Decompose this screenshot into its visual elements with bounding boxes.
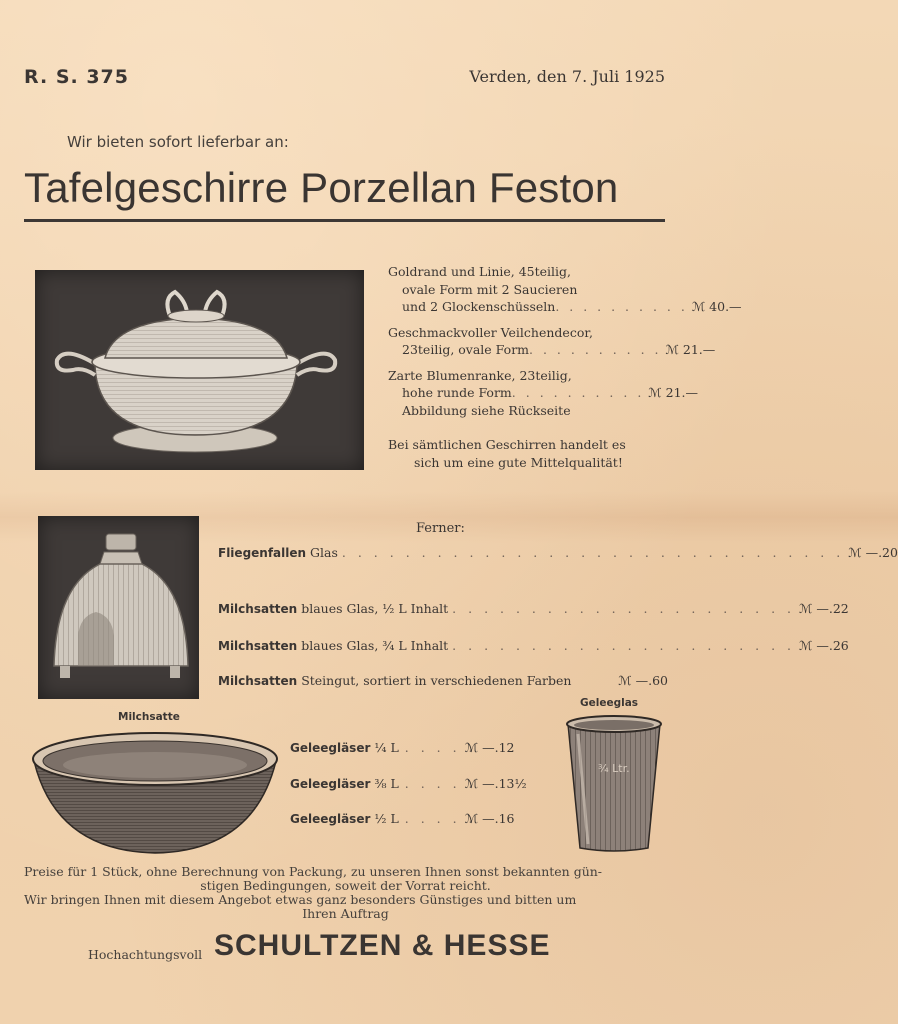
product-row [218,545,898,560]
product-desc: blaues Glas, ½ L Inhalt [301,601,449,616]
product-price: ℳ —.20 [848,545,898,560]
product-desc: Steingut, sortiert in verschiedenen Farben [301,673,572,688]
glass-size: ¼ L [374,740,399,755]
offer-goldrand [388,263,742,316]
offer-price-line [388,298,742,316]
offer-line: und 2 Glockenschüsseln [402,299,556,314]
offer-line: 23teilig, ovale Form [402,342,530,357]
glass-size: ⅜ L [374,776,399,791]
note-line: Bei sämtlichen Geschirren handelt es [388,437,626,452]
title-underline [24,219,665,222]
terms-line: Wir bringen Ihnen mit diesem Angebot etwas ganz besonders Günstiges und bitten um [24,892,577,907]
offer-price: ℳ 21.— [665,342,716,357]
product-desc: blaues Glas, ¾ L Inhalt [301,638,449,653]
offer-line: Geschmackvoller Veilchendecor, [388,324,593,340]
offer-line: Zarte Blumenranke, 23teilig, [388,367,572,383]
tureen-illustration [35,270,364,470]
product-price: ℳ —.60 [618,673,668,688]
glass-size: ½ L [374,811,399,826]
product-row [218,673,668,688]
terms-line: Preise für 1 Stück, ohne Berechnung von Packung, zu unseren Ihnen sonst bekannten gün- [24,864,603,879]
terms-line: stigen Bedingungen, soweit der Vorrat reicht. [200,878,491,893]
leader-dots: . . . . . . . . . . . . . . . . . . . . . . [452,638,796,653]
jelly-glass-row [290,740,550,755]
product-name: Fliegenfallen [218,546,307,560]
dinnerware-offers [388,263,742,427]
offer-line: hohe runde Form [402,385,512,400]
leader-dots: . . . . . [404,811,477,826]
product-name: Milchsatten [218,602,298,616]
offer-price-line [388,341,716,359]
milk-bowl-illustration [28,723,282,858]
offer-price-line [388,384,699,402]
note-line: sich um eine gute Mittelqualität! [414,455,623,470]
leader-dots: . . . . . . . . . . . . . . . . . . . . . . . . . . . . . . . . [341,545,845,560]
reference-number: R. S. 375 [24,66,129,88]
leader-dots: . . . . . . . . . . . . . . . . . . . . . . [452,601,796,616]
offer-line: Abbildung siehe Rückseite [402,402,571,418]
product-row [218,601,849,616]
page-title: Tafelgeschirre Porzellan Feston [24,164,619,211]
jelly-glass-row [290,776,550,791]
leader-dots: . . . . . . . . . . [529,342,662,357]
offer-price: ℳ 21.— [648,385,699,400]
product-name: Geleegläser [290,741,371,755]
terms-text [24,865,667,921]
product-price: ℳ —.12 [464,740,515,755]
glass-caption: Geleeglas [580,697,639,709]
product-desc: Glas [310,545,338,560]
product-name: Geleegläser [290,777,371,791]
product-name: Milchsatten [218,674,298,688]
glass-volume-mark: ¾ Ltr. [598,762,630,775]
product-name: Geleegläser [290,812,371,826]
offer-price: ℳ 40.— [691,299,742,314]
fly-trap-illustration [38,516,199,699]
product-name: Milchsatten [218,639,298,653]
letter-date: Verden, den 7. Juli 1925 [469,67,665,86]
fly-trap-photo [38,516,199,699]
intro-line: Wir bieten sofort lieferbar an: [67,133,289,151]
terms-line: Ihren Auftrag [302,906,389,921]
closing-salutation: Hochachtungsvoll [88,947,203,962]
bowl-caption: Milchsatte [118,711,180,723]
product-price: ℳ —.16 [464,811,515,826]
leader-dots: . . . . . . . . . . [555,299,688,314]
offer-veilchendecor [388,324,716,359]
leader-dots: . . . . . . . . . . [511,385,645,400]
product-price: ℳ —.13½ [464,776,527,791]
ferner-heading: Ferner: [416,521,465,536]
offer-line: ovale Form mit 2 Saucieren [402,281,578,297]
product-row [218,638,849,653]
product-price: ℳ —.22 [799,601,849,616]
leader-dots: . . . . . [404,776,477,791]
jelly-glass-row [290,811,550,826]
quality-note [388,436,666,472]
offer-blumenranke [388,367,699,420]
company-name: SCHULTZEN & HESSE [214,929,551,962]
leader-dots: . . . . . [404,740,477,755]
offer-line: Goldrand und Linie, 45teilig, [388,264,572,279]
tureen-photo [35,270,364,470]
product-price: ℳ —.26 [799,638,849,653]
jelly-glass-illustration [560,712,668,857]
